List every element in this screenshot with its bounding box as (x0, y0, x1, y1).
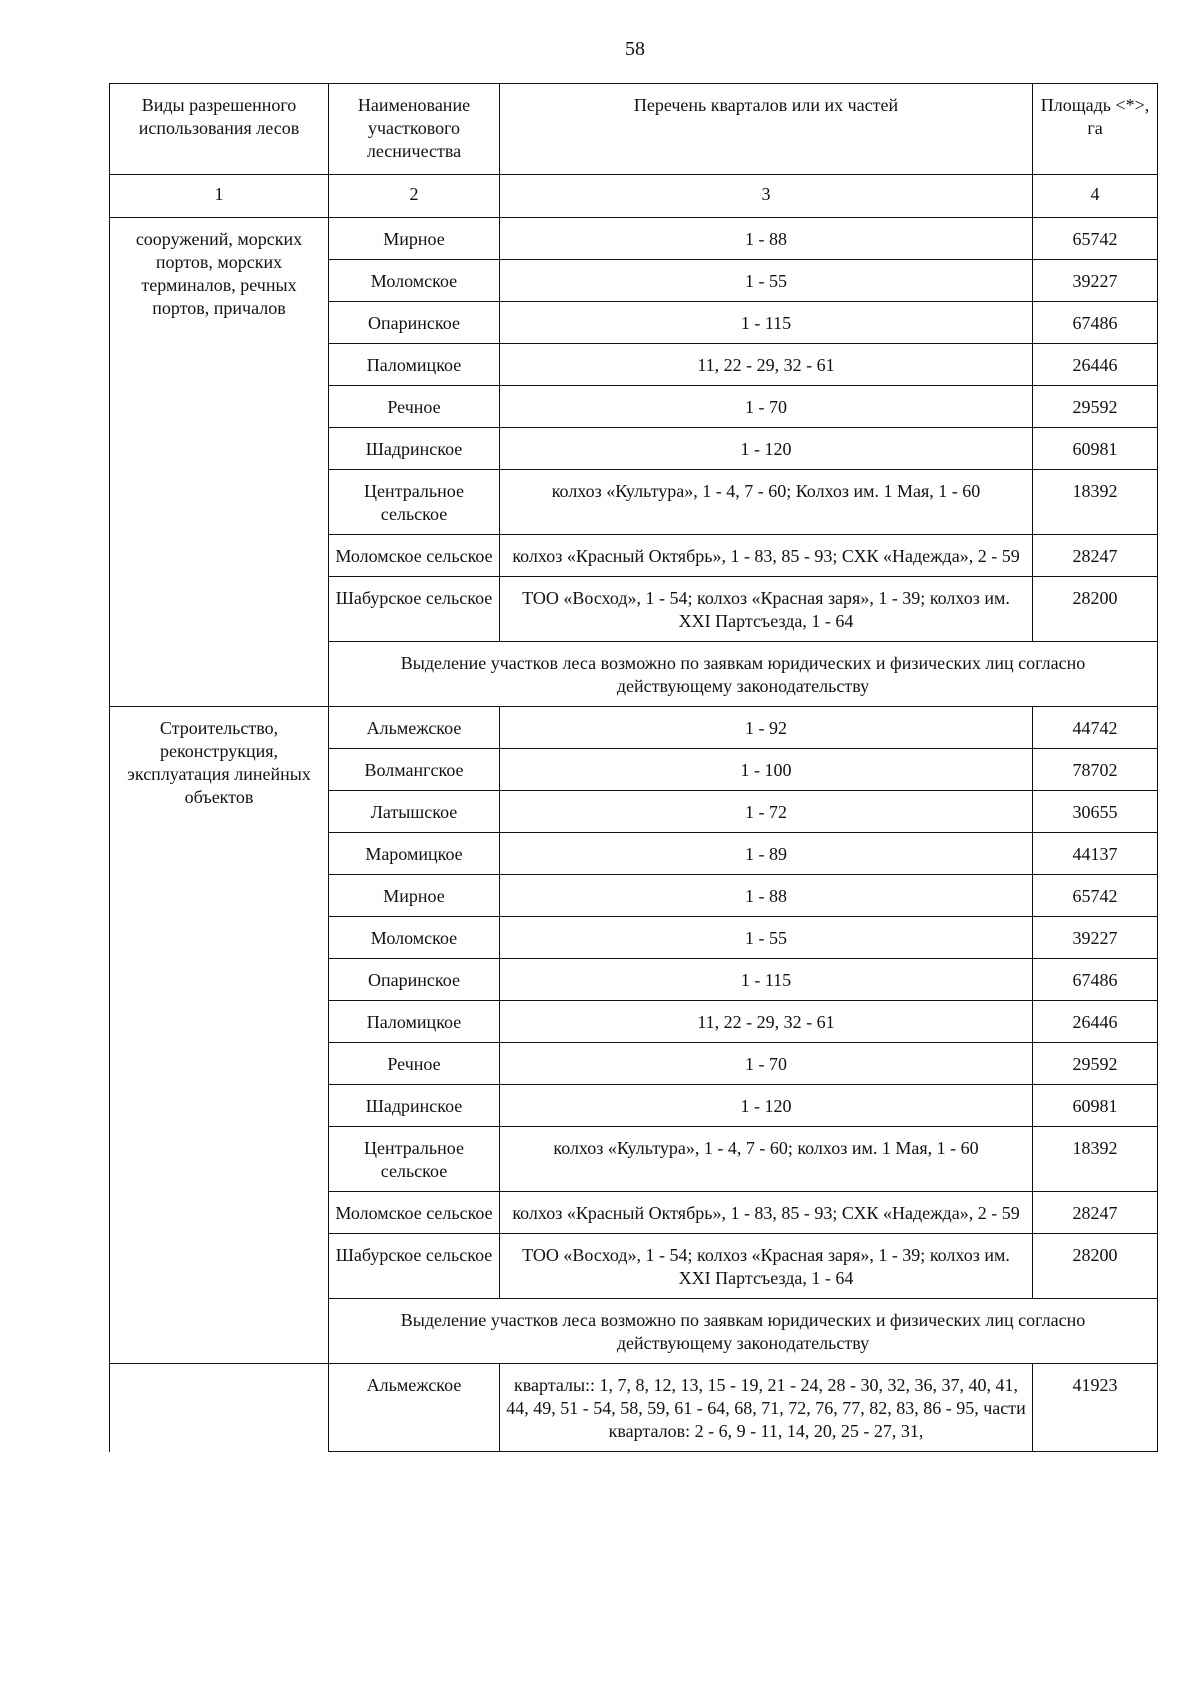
quarters-cell: 1 - 115 (500, 302, 1033, 344)
forestry-cell: Шабурское сельское (329, 1234, 500, 1299)
area-cell: 28200 (1033, 577, 1158, 642)
forestry-cell: Центральное сельское (329, 1127, 500, 1192)
area-cell: 65742 (1033, 875, 1158, 917)
forestry-cell: Мирное (329, 875, 500, 917)
allocation-note: Выделение участков леса возможно по заявкам юридических и физических лиц согласно действующему законодательству (329, 1299, 1158, 1364)
area-cell: 28200 (1033, 1234, 1158, 1299)
quarters-cell: 1 - 115 (500, 959, 1033, 1001)
area-cell: 67486 (1033, 302, 1158, 344)
quarters-cell: ТОО «Восход», 1 - 54; колхоз «Красная заря», 1 - 39; колхоз им. XXI Партсъезда, 1 - 64 (500, 577, 1033, 642)
area-cell: 41923 (1033, 1364, 1158, 1452)
area-cell: 28247 (1033, 1192, 1158, 1234)
table-row (110, 707, 1158, 749)
area-cell: 28247 (1033, 535, 1158, 577)
area-cell: 26446 (1033, 1001, 1158, 1043)
quarters-cell: 1 - 55 (500, 917, 1033, 959)
use-type-cell: Строительство, реконструкция, эксплуатация линейных объектов (110, 707, 329, 1364)
forestry-cell: Моломское сельское (329, 535, 500, 577)
area-cell: 44742 (1033, 707, 1158, 749)
forestry-cell: Опаринское (329, 959, 500, 1001)
quarters-cell: ТОО «Восход», 1 - 54; колхоз «Красная заря», 1 - 39; колхоз им. XXI Партсъезда, 1 - 64 (500, 1234, 1033, 1299)
page-number: 58 (625, 38, 645, 60)
allocation-note: Выделение участков леса возможно по заявкам юридических и физических лиц согласно действующему законодательству (329, 642, 1158, 707)
column-number-row (110, 175, 1158, 218)
area-cell: 44137 (1033, 833, 1158, 875)
forestry-cell: Центральное сельское (329, 470, 500, 535)
quarters-cell: 1 - 120 (500, 428, 1033, 470)
area-cell: 39227 (1033, 260, 1158, 302)
area-cell: 18392 (1033, 1127, 1158, 1192)
forestry-cell: Речное (329, 1043, 500, 1085)
table-header-row (110, 84, 1158, 175)
quarters-cell: 1 - 92 (500, 707, 1033, 749)
quarters-cell: 1 - 120 (500, 1085, 1033, 1127)
area-cell: 78702 (1033, 749, 1158, 791)
area-cell: 26446 (1033, 344, 1158, 386)
forestry-cell: Латышское (329, 791, 500, 833)
header-forestry: Наименование участкового лесничества (329, 84, 500, 175)
forestry-cell: Волмангское (329, 749, 500, 791)
quarters-cell: 11, 22 - 29, 32 - 61 (500, 1001, 1033, 1043)
quarters-cell: колхоз «Культура», 1 - 4, 7 - 60; Колхоз им. 1 Мая, 1 - 60 (500, 470, 1033, 535)
area-cell: 29592 (1033, 1043, 1158, 1085)
forestry-cell: Шадринское (329, 428, 500, 470)
area-cell: 30655 (1033, 791, 1158, 833)
area-cell: 39227 (1033, 917, 1158, 959)
forestry-cell: Речное (329, 386, 500, 428)
quarters-cell: 1 - 70 (500, 1043, 1033, 1085)
column-number: 3 (500, 175, 1033, 218)
quarters-cell: 1 - 88 (500, 218, 1033, 260)
use-type-cell (110, 1364, 329, 1452)
forestry-cell: Маромицкое (329, 833, 500, 875)
header-area: Площадь <*>, га (1033, 84, 1158, 175)
quarters-cell: 1 - 88 (500, 875, 1033, 917)
area-cell: 65742 (1033, 218, 1158, 260)
forestry-cell: Паломицкое (329, 344, 500, 386)
quarters-cell: 1 - 55 (500, 260, 1033, 302)
forestry-cell: Паломицкое (329, 1001, 500, 1043)
column-number: 1 (110, 175, 329, 218)
quarters-cell: кварталы:: 1, 7, 8, 12, 13, 15 - 19, 21 - 24, 28 - 30, 32, 36, 37, 40, 41, 44, 49, 51 - 54, 58, 59, 61 - 64, 68, 71, 72, 76, 77, 82, 83, 86 - 95, части кварталов: 2 - 6, 9 - 11, 14, 20, 25 - 27, 31, (500, 1364, 1033, 1452)
quarters-cell: 1 - 72 (500, 791, 1033, 833)
forestry-cell: Моломское (329, 917, 500, 959)
forestry-cell: Мирное (329, 218, 500, 260)
forestry-cell: Шадринское (329, 1085, 500, 1127)
quarters-cell: 1 - 100 (500, 749, 1033, 791)
forestry-cell: Шабурское сельское (329, 577, 500, 642)
area-cell: 60981 (1033, 428, 1158, 470)
use-type-cell: сооружений, морских портов, морских терминалов, речных портов, причалов (110, 218, 329, 707)
area-cell: 29592 (1033, 386, 1158, 428)
header-quarters: Перечень кварталов или их частей (500, 84, 1033, 175)
area-cell: 18392 (1033, 470, 1158, 535)
forestry-cell: Альмежское (329, 707, 500, 749)
quarters-cell: колхоз «Красный Октябрь», 1 - 83, 85 - 93; СХК «Надежда», 2 - 59 (500, 1192, 1033, 1234)
quarters-cell: колхоз «Красный Октябрь», 1 - 83, 85 - 93; СХК «Надежда», 2 - 59 (500, 535, 1033, 577)
area-cell: 67486 (1033, 959, 1158, 1001)
quarters-cell: 1 - 89 (500, 833, 1033, 875)
column-number: 2 (329, 175, 500, 218)
column-number: 4 (1033, 175, 1158, 218)
forestry-cell: Моломское сельское (329, 1192, 500, 1234)
table-row (110, 218, 1158, 260)
table-row (110, 1364, 1158, 1452)
quarters-cell: колхоз «Культура», 1 - 4, 7 - 60; колхоз им. 1 Мая, 1 - 60 (500, 1127, 1033, 1192)
area-cell: 60981 (1033, 1085, 1158, 1127)
quarters-cell: 1 - 70 (500, 386, 1033, 428)
forestry-cell: Альмежское (329, 1364, 500, 1452)
forestry-cell: Опаринское (329, 302, 500, 344)
quarters-cell: 11, 22 - 29, 32 - 61 (500, 344, 1033, 386)
header-use-type: Виды разрешенного использования лесов (110, 84, 329, 175)
forestry-cell: Моломское (329, 260, 500, 302)
forest-use-table (109, 83, 1158, 1452)
